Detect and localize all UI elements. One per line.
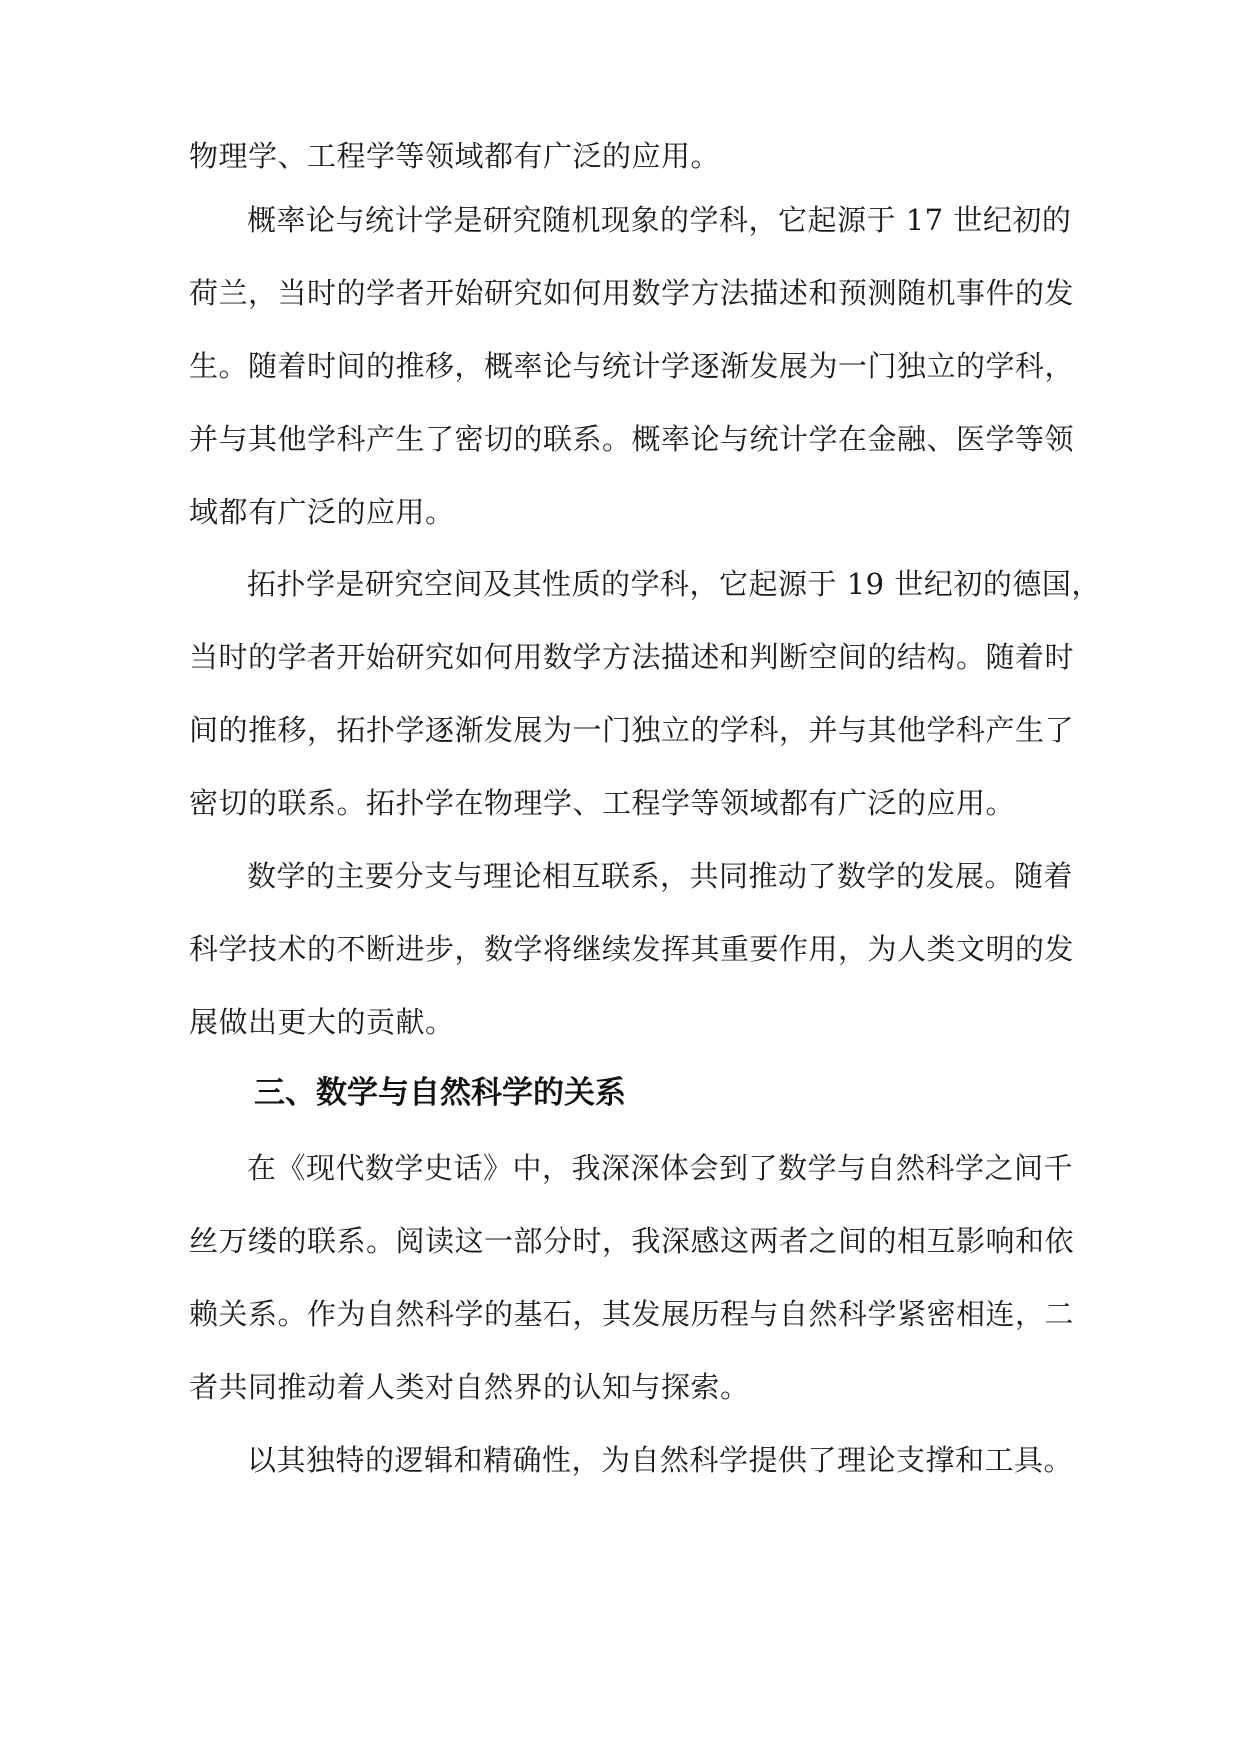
section-heading: 三、数学与自然科学的关系	[254, 1075, 626, 1111]
paragraph-math-branches-summary	[189, 840, 1075, 1059]
paragraph-applications-end	[189, 120, 1049, 193]
text-line: 数学的主要分支与理论相互联系，共同推动了数学的发展。随着	[247, 859, 1074, 893]
text-line: 间的推移，拓扑学逐渐发展为一门独立的学科，并与其他学科产生了	[189, 713, 1075, 747]
text-line: 物理学、工程学等领域都有广泛的应用。	[189, 139, 721, 173]
text-line: 科学技术的不断进步，数学将继续发挥其重要作用，为人类文明的发	[189, 932, 1075, 966]
text-line: 在《现代数学史话》中，我深深体会到了数学与自然科学之间千	[247, 1151, 1074, 1185]
paragraph-topology	[189, 548, 1101, 840]
text-line: 展做出更大的贡献。	[189, 1005, 455, 1039]
text-line: 荷兰，当时的学者开始研究如何用数学方法描述和预测随机事件的发	[189, 276, 1075, 310]
text-line: 以其独特的逻辑和精确性，为自然科学提供了理论支撑和工具。	[247, 1443, 1074, 1477]
text-line: 赖关系。作为自然科学的基石，其发展历程与自然科学紧密相连，二	[189, 1297, 1075, 1331]
text-line: 生。随着时间的推移，概率论与统计学逐渐发展为一门独立的学科，	[189, 349, 1075, 383]
text-line: 并与其他学科产生了密切的联系。概率论与统计学在金融、医学等领	[189, 422, 1075, 456]
paragraph-math-natural-science	[189, 1132, 1075, 1424]
text-line: 域都有广泛的应用。	[189, 495, 455, 529]
text-line: 丝万缕的联系。阅读这一部分时，我深感这两者之间的相互影响和依	[189, 1224, 1075, 1258]
paragraph-probability-statistics	[189, 184, 1075, 549]
paragraph-logic-precision	[189, 1424, 1074, 1497]
text-line: 当时的学者开始研究如何用数学方法描述和判断空间的结构。随着时	[189, 640, 1075, 674]
text-line: 者共同推动着人类对自然界的认知与探索。	[189, 1370, 750, 1404]
text-line: 拓扑学是研究空间及其性质的学科，它起源于 19 世纪初的德国，	[247, 567, 1101, 601]
text-line: 密切的联系。拓扑学在物理学、工程学等领域都有广泛的应用。	[189, 786, 1016, 820]
text-line: 概率论与统计学是研究随机现象的学科，它起源于 17 世纪初的	[247, 203, 1072, 237]
